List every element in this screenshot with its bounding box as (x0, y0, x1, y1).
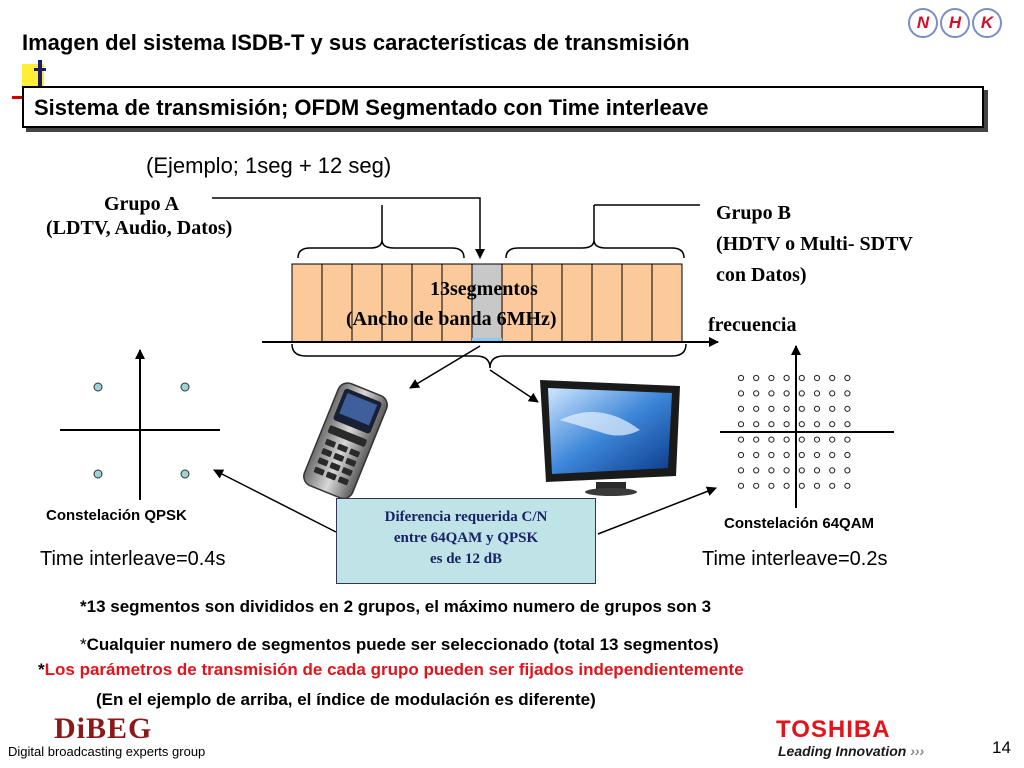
qam-point (738, 483, 743, 488)
qam-point (814, 452, 819, 457)
note-4: (En el ejemplo de arriba, el índice de modulación es diferente) (96, 690, 596, 709)
qam-point (814, 406, 819, 411)
qam-point (754, 406, 759, 411)
qam-point (769, 406, 774, 411)
qam-point (799, 406, 804, 411)
qam-point (754, 437, 759, 442)
qam-point (769, 422, 774, 427)
note-2 (80, 635, 719, 655)
qam-point (799, 391, 804, 396)
qam-point (814, 391, 819, 396)
qpsk-point (94, 383, 102, 391)
group-b-title: Grupo B (716, 202, 792, 224)
all-segments-brace (292, 344, 686, 368)
qam-point (784, 375, 789, 380)
example-label: (Ejemplo; 1seg + 12 seg) (146, 153, 392, 178)
note-2-text: Cualquier numero de segmentos puede ser seleccionado (total 13 segmentos) (86, 635, 719, 654)
group-a-desc: (LDTV, Audio, Datos) (46, 217, 233, 239)
group-a-title: Grupo A (104, 193, 180, 215)
nhk-letter: N (908, 8, 938, 38)
tv-image (540, 380, 680, 496)
segments-count-label: 13segmentos (430, 278, 538, 300)
qam-point (738, 406, 743, 411)
ofdm-segment (292, 264, 322, 342)
note-3-text: Los parámetros de transmisión de cada grupo pueden ser fijados independientemente (44, 660, 744, 679)
qam-point (845, 437, 850, 442)
ofdm-segment (652, 264, 682, 342)
qam-point (799, 375, 804, 380)
qam-point (830, 422, 835, 427)
qam-point (769, 483, 774, 488)
qam-point (738, 437, 743, 442)
dibeg-subtitle: Digital broadcasting experts group (8, 744, 206, 759)
toshiba-logo: TOSHIBA (776, 716, 891, 743)
qam-point (830, 437, 835, 442)
qam-point (814, 375, 819, 380)
qam-point (845, 452, 850, 457)
frequency-label: frecuencia (708, 314, 797, 336)
chevron-right-icon: ››› (910, 743, 925, 759)
arrow-to-tv (490, 370, 538, 402)
qam-point (784, 422, 789, 427)
qam-point (830, 483, 835, 488)
qam-point (845, 375, 850, 380)
qam-point (784, 452, 789, 457)
qpsk-point (181, 383, 189, 391)
note-3-star: * (38, 660, 45, 679)
group-a-leader (212, 198, 480, 258)
qpsk-point (181, 470, 189, 478)
qam-point (738, 468, 743, 473)
page-title: Imagen del sistema ISDB-T y sus características de transmisión (22, 30, 690, 55)
difference-line3: es de 12 dB (429, 551, 503, 567)
qpsk-interleave: Time interleave=0.4s (40, 548, 226, 570)
qam-point (845, 422, 850, 427)
ofdm-segment (592, 264, 622, 342)
qam-point (754, 422, 759, 427)
toshiba-tagline-text: Leading Innovation (778, 743, 907, 759)
qam-point (814, 468, 819, 473)
segments-bandwidth-label: (Ancho de banda 6MHz) (346, 308, 557, 330)
qam-label: Constelación 64QAM (724, 515, 875, 532)
qam-point (754, 452, 759, 457)
qpsk-point (94, 470, 102, 478)
qam-point (738, 452, 743, 457)
toshiba-tagline (778, 743, 924, 759)
qam-point (738, 375, 743, 380)
qam-point (845, 468, 850, 473)
group-a-brace (298, 240, 464, 258)
qam-point (784, 437, 789, 442)
qam-point (784, 391, 789, 396)
qam-point (830, 375, 835, 380)
qam-point (754, 483, 759, 488)
note-2-star: * (80, 635, 87, 654)
qam-point (799, 452, 804, 457)
group-b-desc-cont: con Datos) (716, 264, 807, 286)
qam-point (799, 468, 804, 473)
qpsk-label: Constelación QPSK (46, 507, 187, 524)
qam-point (754, 468, 759, 473)
difference-box (336, 498, 596, 584)
qam-point (769, 391, 774, 396)
qam-point (754, 375, 759, 380)
qam-point (814, 422, 819, 427)
page-number: 14 (992, 738, 1011, 757)
arrow-to-phone (410, 346, 480, 388)
nhk-letter: K (972, 8, 1002, 38)
difference-line2: entre 64QAM y QPSK (393, 530, 539, 546)
qam-point (769, 468, 774, 473)
qam-point (738, 422, 743, 427)
qam-point (845, 391, 850, 396)
qam-interleave: Time interleave=0.2s (702, 548, 888, 570)
qam-point (845, 483, 850, 488)
difference-line1: Diferencia requerida C/N (384, 509, 548, 525)
qam-point (830, 391, 835, 396)
qam-point (814, 483, 819, 488)
qam-point (769, 375, 774, 380)
nhk-letter: H (940, 8, 970, 38)
qam-point (784, 483, 789, 488)
ofdm-segment (622, 264, 652, 342)
qam-point (799, 437, 804, 442)
qam-point (830, 406, 835, 411)
qam-point (799, 422, 804, 427)
qam-point (830, 468, 835, 473)
qam-point (784, 406, 789, 411)
group-b-brace (506, 240, 684, 258)
group-b-desc: (HDTV o Multi- SDTV (716, 233, 913, 255)
note-1: *13 segmentos son divididos en 2 grupos, el máximo numero de grupos son 3 (80, 597, 712, 616)
qam-point (769, 452, 774, 457)
ofdm-segment (562, 264, 592, 342)
qam-point (754, 391, 759, 396)
subtitle: Sistema de transmisión; OFDM Segmentado con Time interleave (34, 95, 709, 120)
qam-point (784, 468, 789, 473)
qam-point (738, 391, 743, 396)
mobile-phone-image (301, 380, 390, 501)
qam-point (845, 406, 850, 411)
qam-point (769, 437, 774, 442)
note-3 (38, 660, 744, 680)
dibeg-logo: DiBEG (54, 712, 153, 745)
qam-point (830, 452, 835, 457)
qam-point (814, 437, 819, 442)
qam-point (799, 483, 804, 488)
